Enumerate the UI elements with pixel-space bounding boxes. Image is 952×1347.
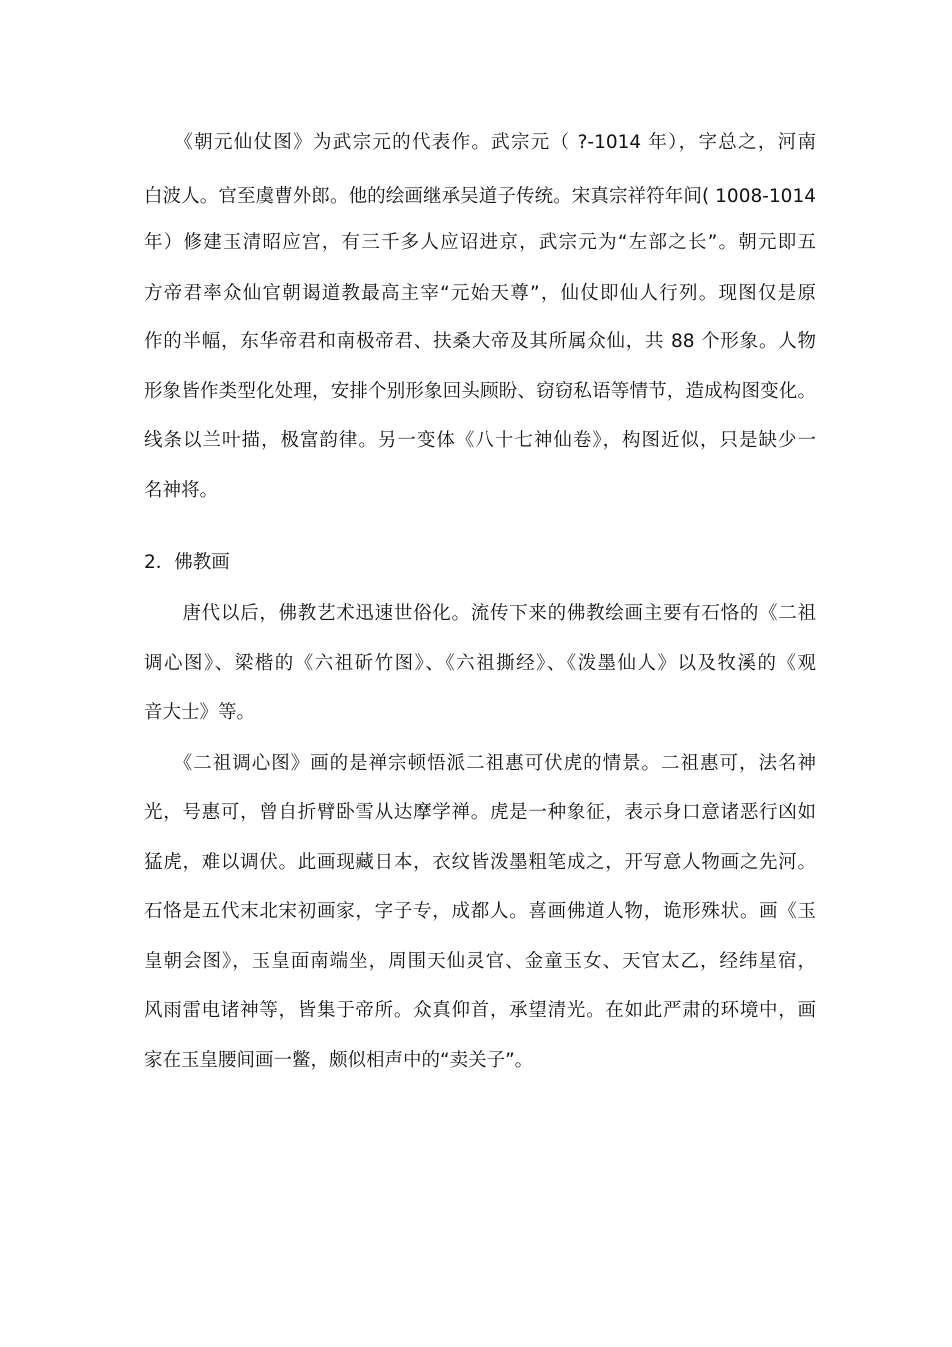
paragraph-1-line-3: 年）修建玉清昭应宫，有三千多人应诏进京，武宗元为“左部之长”。朝元即五	[144, 232, 816, 253]
paragraph-3-line-4: 石恪是五代末北宋初画家，字子专，成都人。喜画佛道人物，诡形殊状。画《玉	[144, 901, 816, 922]
paragraph-3-line-3: 猛虎，难以调伏。此画现藏日本，衣纹皆泼墨粗笔成之，开写意人物画之先河。	[144, 852, 816, 873]
paragraph-1-line-6: 形象皆作类型化处理，安排个别形象回头顾盼、窃窃私语等情节，造成构图变化。	[144, 381, 816, 402]
paragraph-2-line-3: 音大士》等。	[144, 702, 256, 723]
paragraph-1-line-4: 方帝君率众仙官朝谒道教最高主宰“元始天尊”，仙仗即仙人行列。现图仅是原	[144, 283, 816, 304]
paragraph-2-line-1: 唐代以后，佛教艺术迅速世俗化。流传下来的佛教绘画主要有石恪的《二祖	[144, 603, 816, 624]
paragraph-1-line-1: 《朝元仙仗图》为武宗元的代表作。武宗元（ ?-1014 年），字总之，河南	[144, 132, 816, 153]
paragraph-1-line-5: 作的半幅，东华帝君和南极帝君、扶桑大帝及其所属众仙，共 88 个形象。人物	[144, 331, 816, 352]
paragraph-3-line-2: 光，号惠可，曾自折臂卧雪从达摩学禅。虎是一种象征，表示身口意诸恶行凶如	[144, 802, 816, 823]
paragraph-1-line-8: 名神将。	[144, 480, 219, 501]
paragraph-3-line-7: 家在玉皇腰间画一鳖，颇似相声中的“卖关子”。	[144, 1050, 534, 1071]
section-heading: 2．佛教画	[144, 552, 230, 573]
paragraph-2-line-2: 调心图》、梁楷的《六祖斫竹图》、《六祖撕经》、《泼墨仙人》以及牧溪的《观	[144, 653, 816, 674]
paragraph-3-line-6: 风雨雷电诸神等，皆集于帝所。众真仰首，承望清光。在如此严肃的环境中，画	[144, 1000, 816, 1021]
paragraph-3-line-1: 《二祖调心图》画的是禅宗顿悟派二祖惠可伏虎的情景。二祖惠可，法名神	[144, 753, 816, 774]
paragraph-1-line-2: 白波人。官至虞曹外郎。他的绘画继承吴道子传统。宋真宗祥符年间( 1008-1014	[144, 186, 816, 207]
paragraph-3-line-5: 皇朝会图》，玉皇面南端坐，周围天仙灵官、金童玉女、天官太乙，经纬星宿，	[144, 951, 816, 972]
paragraph-1-line-7: 线条以兰叶描，极富韵律。另一变体《八十七神仙卷》，构图近似，只是缺少一	[144, 430, 816, 451]
